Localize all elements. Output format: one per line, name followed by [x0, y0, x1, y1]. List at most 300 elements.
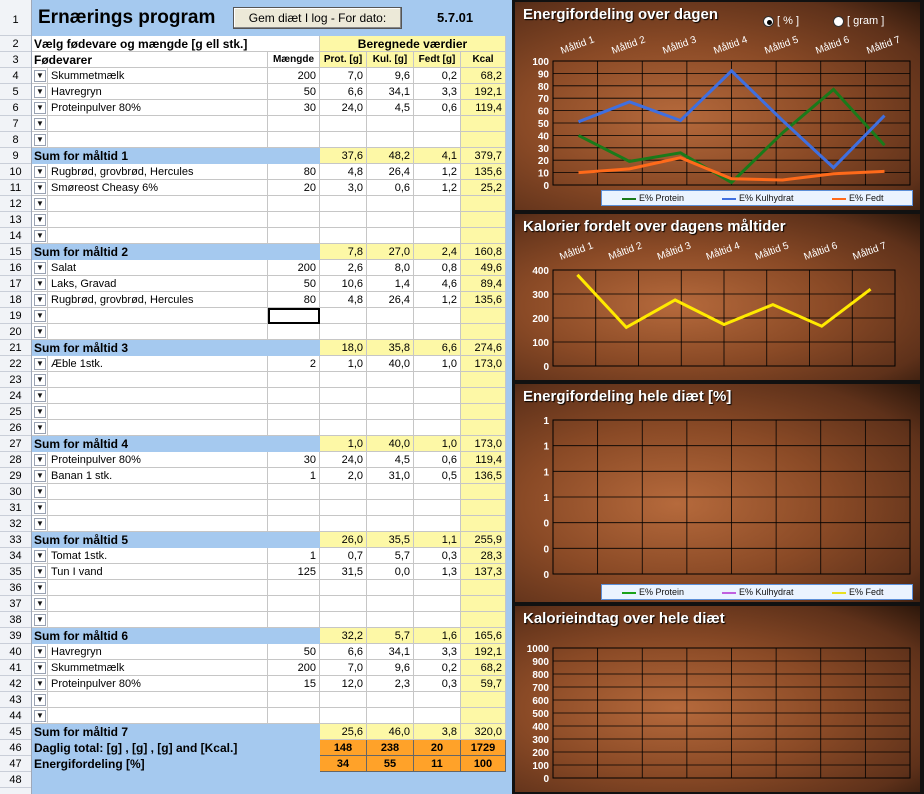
dropdown-arrow-icon[interactable]: ▼ [34, 678, 46, 690]
dropdown-cell[interactable] [32, 516, 48, 532]
dropdown-cell[interactable] [32, 196, 48, 212]
prot-cell: 4,8 [320, 164, 367, 180]
qty-cell[interactable] [268, 580, 320, 596]
dropdown-cell[interactable] [32, 484, 48, 500]
dropdown-cell[interactable] [32, 708, 48, 724]
dropdown-arrow-icon[interactable]: ▼ [34, 134, 46, 146]
dropdown-cell[interactable] [32, 84, 48, 100]
dropdown-arrow-icon[interactable]: ▼ [34, 102, 46, 114]
food-name[interactable]: Havregryn [48, 84, 268, 100]
qty-cell[interactable] [268, 372, 320, 388]
dropdown-arrow-icon[interactable]: ▼ [34, 182, 46, 194]
row-number[interactable]: 45 [0, 724, 31, 740]
row-number[interactable]: 48 [0, 772, 31, 788]
dropdown-cell[interactable] [32, 356, 48, 372]
dropdown-arrow-icon[interactable]: ▼ [34, 710, 46, 722]
dropdown-arrow-icon[interactable]: ▼ [34, 310, 46, 322]
y-tick-label: 40 [537, 131, 549, 143]
y-tick-label: 300 [532, 735, 549, 746]
row-number[interactable]: 19 [0, 308, 31, 324]
dropdown-arrow-icon[interactable]: ▼ [34, 598, 46, 610]
dropdown-arrow-icon[interactable]: ▼ [34, 262, 46, 274]
row-number[interactable]: 27 [0, 436, 31, 452]
sum-kcal: 173,0 [461, 436, 506, 452]
sum-kcal: 274,6 [461, 340, 506, 356]
fedt-cell: 0,2 [414, 660, 461, 676]
dropdown-arrow-icon[interactable]: ▼ [34, 278, 46, 290]
row-number[interactable]: 30 [0, 484, 31, 500]
dropdown-cell[interactable] [32, 116, 48, 132]
food-name[interactable]: Havregryn [48, 644, 268, 660]
row-number[interactable]: 11 [0, 180, 31, 196]
kcal-cell [461, 420, 506, 436]
qty-cell[interactable] [268, 324, 320, 340]
kcal-cell [461, 500, 506, 516]
qty-cell[interactable] [268, 388, 320, 404]
food-name[interactable] [48, 228, 268, 244]
prot-cell: 1,0 [320, 356, 367, 372]
dropdown-cell[interactable] [32, 660, 48, 676]
x-tick-label: Måltid 5 [763, 34, 800, 57]
qty-cell[interactable]: 15 [268, 676, 320, 692]
row-number[interactable]: 41 [0, 660, 31, 676]
food-name[interactable] [48, 324, 268, 340]
dropdown-arrow-icon[interactable]: ▼ [34, 166, 46, 178]
row-number[interactable]: 44 [0, 708, 31, 724]
sum-fedt: 6,6 [414, 340, 461, 356]
food-name[interactable] [48, 196, 268, 212]
y-tick-label: 100 [532, 761, 549, 772]
y-tick-label: 100 [532, 338, 549, 349]
row-number[interactable]: 37 [0, 596, 31, 612]
legend-item-kulhydrat: E% Kulhydrat [722, 585, 794, 599]
dropdown-cell[interactable] [32, 276, 48, 292]
food-row [32, 612, 507, 628]
row-number[interactable]: 26 [0, 420, 31, 436]
dropdown-cell[interactable] [32, 372, 48, 388]
sum-kcal: 160,8 [461, 244, 506, 260]
row-number[interactable]: 2 [0, 36, 31, 52]
food-name[interactable] [48, 708, 268, 724]
food-row [32, 692, 507, 708]
dropdown-cell[interactable] [32, 548, 48, 564]
qty-cell[interactable] [268, 500, 320, 516]
row-number[interactable]: 15 [0, 244, 31, 260]
food-name[interactable] [48, 116, 268, 132]
fedt-cell [414, 404, 461, 420]
row-number[interactable]: 16 [0, 260, 31, 276]
qty-cell[interactable]: 50 [268, 644, 320, 660]
legend [601, 584, 913, 600]
row-number[interactable]: 1 [0, 4, 31, 36]
prot-cell: 24,0 [320, 100, 367, 116]
kcal-cell: 68,2 [461, 660, 506, 676]
food-name[interactable] [48, 516, 268, 532]
food-row [32, 260, 507, 276]
row-number[interactable]: 38 [0, 612, 31, 628]
fedt-cell: 3,3 [414, 84, 461, 100]
dropdown-arrow-icon[interactable]: ▼ [34, 646, 46, 658]
dropdown-arrow-icon[interactable]: ▼ [34, 582, 46, 594]
dropdown-arrow-icon[interactable]: ▼ [34, 550, 46, 562]
kcal-cell [461, 580, 506, 596]
row-number[interactable]: 42 [0, 676, 31, 692]
dropdown-cell[interactable] [32, 500, 48, 516]
save-log-button[interactable]: Gem diæt I log - For dato: [233, 7, 402, 29]
row-number[interactable]: 21 [0, 340, 31, 356]
prot-cell: 6,6 [320, 84, 367, 100]
food-row [32, 596, 507, 612]
qty-cell[interactable]: 125 [268, 564, 320, 580]
food-row [32, 212, 507, 228]
dropdown-cell[interactable] [32, 692, 48, 708]
qty-cell[interactable] [268, 612, 320, 628]
fedt-cell [414, 308, 461, 324]
dropdown-arrow-icon[interactable]: ▼ [34, 566, 46, 578]
row-number[interactable]: 46 [0, 740, 31, 756]
sum-prot: 26,0 [320, 532, 367, 548]
row-number[interactable]: 24 [0, 388, 31, 404]
chart-title: Kalorieindtag over hele diæt [523, 610, 725, 627]
dropdown-arrow-icon[interactable]: ▼ [34, 86, 46, 98]
row-number[interactable]: 39 [0, 628, 31, 644]
food-name[interactable] [48, 580, 268, 596]
fedt-cell [414, 388, 461, 404]
food-table [32, 0, 512, 794]
dropdown-arrow-icon[interactable]: ▼ [34, 454, 46, 466]
food-name[interactable] [48, 212, 268, 228]
qty-cell[interactable] [268, 212, 320, 228]
row-number[interactable]: 28 [0, 452, 31, 468]
total-row [32, 740, 507, 756]
sum-fedt: 1,6 [414, 628, 461, 644]
sum-prot: 25,6 [320, 724, 367, 740]
fedt-cell: 1,0 [414, 356, 461, 372]
legend-item-fedt: E% Fedt [832, 191, 884, 205]
prot-cell [320, 580, 367, 596]
dropdown-cell[interactable] [32, 260, 48, 276]
dropdown-arrow-icon[interactable]: ▼ [34, 694, 46, 706]
row-number[interactable]: 36 [0, 580, 31, 596]
qty-cell[interactable] [268, 596, 320, 612]
dropdown-arrow-icon[interactable]: ▼ [34, 614, 46, 626]
qty-cell[interactable]: 200 [268, 68, 320, 84]
prot-cell [320, 372, 367, 388]
legend [601, 190, 913, 206]
row-number[interactable]: 6 [0, 100, 31, 116]
food-name[interactable]: Tun I vand [48, 564, 268, 580]
dropdown-cell[interactable] [32, 164, 48, 180]
y-tick-label: 10 [537, 168, 549, 180]
fedt-cell [414, 500, 461, 516]
dropdown-arrow-icon[interactable]: ▼ [34, 518, 46, 530]
dropdown-cell[interactable] [32, 68, 48, 84]
qty-cell[interactable]: 80 [268, 164, 320, 180]
food-name[interactable] [48, 372, 268, 388]
food-name[interactable]: Skummetmælk [48, 660, 268, 676]
dropdown-cell[interactable] [32, 180, 48, 196]
qty-cell[interactable]: 2 [268, 356, 320, 372]
x-tick-label: Måltid 3 [655, 240, 693, 263]
row-number[interactable]: 8 [0, 132, 31, 148]
qty-cell[interactable] [268, 420, 320, 436]
sum-fedt: 2,4 [414, 244, 461, 260]
dropdown-cell[interactable] [32, 564, 48, 580]
food-name[interactable] [48, 308, 268, 324]
food-name[interactable]: Proteinpulver 80% [48, 452, 268, 468]
row-number[interactable]: 23 [0, 372, 31, 388]
row-number[interactable]: 3 [0, 52, 31, 68]
y-tick-label: 400 [532, 266, 549, 277]
food-name[interactable]: Banan 1 stk. [48, 468, 268, 484]
radio-pct-label: [ % ] [777, 15, 800, 27]
qty-cell[interactable]: 200 [268, 260, 320, 276]
dropdown-cell[interactable] [32, 612, 48, 628]
kul-cell [367, 404, 414, 420]
sum-prot: 7,8 [320, 244, 367, 260]
sum-row [32, 724, 507, 740]
dropdown-arrow-icon[interactable]: ▼ [34, 358, 46, 370]
dropdown-arrow-icon[interactable]: ▼ [34, 470, 46, 482]
food-name[interactable] [48, 388, 268, 404]
y-tick-label: 30 [537, 143, 549, 155]
qty-cell[interactable] [268, 516, 320, 532]
food-row [32, 276, 507, 292]
food-name[interactable]: Rugbrød, grovbrød, Hercules [48, 292, 268, 308]
col-fedt: Fedt [g] [414, 52, 461, 68]
food-name[interactable] [48, 132, 268, 148]
qty-cell[interactable]: 20 [268, 180, 320, 196]
row-number[interactable]: 32 [0, 516, 31, 532]
row-number[interactable]: 22 [0, 356, 31, 372]
row-number[interactable]: 5 [0, 84, 31, 100]
food-name[interactable] [48, 500, 268, 516]
sum-row [32, 532, 507, 548]
dropdown-arrow-icon[interactable]: ▼ [34, 486, 46, 498]
total-fedt: 20 [414, 740, 461, 756]
dropdown-cell[interactable] [32, 404, 48, 420]
food-row [32, 116, 507, 132]
food-name[interactable] [48, 404, 268, 420]
total-label: Energifordeling [%] [34, 757, 145, 771]
prot-cell [320, 420, 367, 436]
qty-cell[interactable]: 1 [268, 548, 320, 564]
kul-cell [367, 692, 414, 708]
food-name[interactable]: Æble 1stk. [48, 356, 268, 372]
dropdown-cell[interactable] [32, 452, 48, 468]
legend-item-protein: E% Protein [622, 191, 684, 205]
row-number[interactable]: 40 [0, 644, 31, 660]
row-number[interactable]: 31 [0, 500, 31, 516]
row-number[interactable]: 10 [0, 164, 31, 180]
kcal-cell [461, 404, 506, 420]
kul-cell: 0,0 [367, 564, 414, 580]
qty-cell[interactable]: 30 [268, 452, 320, 468]
y-tick-label: 0 [543, 774, 549, 785]
dropdown-arrow-icon[interactable]: ▼ [34, 294, 46, 306]
total-kul: 238 [367, 740, 414, 756]
sum-label: Sum for måltid 4 [34, 437, 129, 451]
food-row [32, 196, 507, 212]
row-number[interactable]: 43 [0, 692, 31, 708]
food-row [32, 132, 507, 148]
dropdown-cell[interactable] [32, 324, 48, 340]
fedt-cell: 0,5 [414, 468, 461, 484]
food-name[interactable]: Skummetmælk [48, 68, 268, 84]
food-name[interactable]: Smøreost Cheasy 6% [48, 180, 268, 196]
chart-svg [515, 384, 920, 602]
legend-item-protein: E% Protein [622, 585, 684, 599]
kul-cell: 9,6 [367, 660, 414, 676]
qty-cell[interactable] [268, 116, 320, 132]
dropdown-arrow-icon[interactable]: ▼ [34, 198, 46, 210]
y-tick-label: 0 [543, 181, 549, 192]
row-number[interactable]: 7 [0, 116, 31, 132]
dropdown-cell[interactable] [32, 132, 48, 148]
chart-svg [515, 214, 920, 380]
row-number[interactable]: 34 [0, 548, 31, 564]
row-number[interactable]: 33 [0, 532, 31, 548]
fedt-cell [414, 116, 461, 132]
qty-cell[interactable] [268, 132, 320, 148]
row-number[interactable]: 14 [0, 228, 31, 244]
kul-cell: 31,0 [367, 468, 414, 484]
x-tick-label: Måltid 4 [712, 34, 749, 57]
dropdown-arrow-icon[interactable]: ▼ [34, 502, 46, 514]
qty-cell[interactable] [268, 228, 320, 244]
calc-label: Beregnede værdier [320, 36, 506, 52]
qty-cell[interactable] [268, 404, 320, 420]
dropdown-cell[interactable] [32, 468, 48, 484]
qty-cell[interactable]: 50 [268, 276, 320, 292]
dropdown-arrow-icon[interactable]: ▼ [34, 70, 46, 82]
food-name[interactable] [48, 420, 268, 436]
dropdown-arrow-icon[interactable]: ▼ [34, 214, 46, 226]
row-number[interactable]: 12 [0, 196, 31, 212]
prot-cell: 4,8 [320, 292, 367, 308]
dropdown-cell[interactable] [32, 676, 48, 692]
kcal-cell: 28,3 [461, 548, 506, 564]
kul-cell: 34,1 [367, 84, 414, 100]
row-number[interactable]: 9 [0, 148, 31, 164]
dropdown-arrow-icon[interactable]: ▼ [34, 326, 46, 338]
y-tick-label: 1 [543, 416, 549, 427]
row-number[interactable]: 35 [0, 564, 31, 580]
food-name[interactable]: Rugbrød, grovbrød, Hercules [48, 164, 268, 180]
dropdown-arrow-icon[interactable]: ▼ [34, 230, 46, 242]
row-number[interactable]: 18 [0, 292, 31, 308]
row-number[interactable]: 4 [0, 68, 31, 84]
y-tick-label: 1 [543, 493, 549, 504]
kcal-cell: 119,4 [461, 100, 506, 116]
food-name[interactable] [48, 692, 268, 708]
dropdown-cell[interactable] [32, 212, 48, 228]
food-name[interactable]: Proteinpulver 80% [48, 100, 268, 116]
kul-cell: 4,5 [367, 100, 414, 116]
kcal-cell [461, 212, 506, 228]
x-tick-label: Måltid 1 [559, 34, 596, 57]
chart-panel [512, 0, 924, 794]
qty-cell[interactable] [268, 692, 320, 708]
dropdown-arrow-icon[interactable]: ▼ [34, 118, 46, 130]
dropdown-cell[interactable] [32, 388, 48, 404]
row-number[interactable]: 29 [0, 468, 31, 484]
sum-kcal: 320,0 [461, 724, 506, 740]
qty-cell[interactable] [268, 196, 320, 212]
dropdown-arrow-icon[interactable]: ▼ [34, 374, 46, 386]
qty-cell[interactable] [268, 484, 320, 500]
prot-cell [320, 116, 367, 132]
food-name[interactable] [48, 596, 268, 612]
kcal-cell: 136,5 [461, 468, 506, 484]
food-name[interactable]: Tomat 1stk. [48, 548, 268, 564]
total-fedt: 11 [414, 756, 461, 772]
food-name[interactable]: Laks, Gravad [48, 276, 268, 292]
qty-cell[interactable]: 200 [268, 660, 320, 676]
dropdown-cell[interactable] [32, 292, 48, 308]
dropdown-cell[interactable] [32, 644, 48, 660]
app-title: Ernærings program [38, 7, 216, 28]
qty-cell[interactable] [268, 308, 320, 324]
y-tick-label: 90 [537, 69, 549, 81]
prot-cell [320, 404, 367, 420]
fedt-cell: 0,6 [414, 452, 461, 468]
row-number[interactable]: 13 [0, 212, 31, 228]
dropdown-cell[interactable] [32, 100, 48, 116]
food-row [32, 308, 507, 324]
qty-cell[interactable]: 1 [268, 468, 320, 484]
prot-cell [320, 388, 367, 404]
qty-cell[interactable]: 50 [268, 84, 320, 100]
kul-cell: 8,0 [367, 260, 414, 276]
y-tick-label: 300 [532, 290, 549, 301]
chart-kcal-meals [515, 214, 920, 380]
dropdown-arrow-icon[interactable]: ▼ [34, 662, 46, 674]
row-number[interactable]: 20 [0, 324, 31, 340]
kul-cell [367, 500, 414, 516]
food-name[interactable] [48, 484, 268, 500]
qty-cell[interactable]: 80 [268, 292, 320, 308]
y-tick-label: 600 [532, 696, 549, 707]
dropdown-cell[interactable] [32, 580, 48, 596]
dropdown-arrow-icon[interactable]: ▼ [34, 422, 46, 434]
dropdown-arrow-icon[interactable]: ▼ [34, 406, 46, 418]
food-name[interactable] [48, 612, 268, 628]
col-qty: Mængde [268, 52, 320, 68]
food-name[interactable]: Salat [48, 260, 268, 276]
row-number[interactable]: 25 [0, 404, 31, 420]
food-row [32, 660, 507, 676]
dropdown-arrow-icon[interactable]: ▼ [34, 390, 46, 402]
chart-svg [515, 2, 920, 210]
prot-cell: 3,0 [320, 180, 367, 196]
fedt-cell [414, 484, 461, 500]
chart-title: Energifordeling over dagen [523, 6, 719, 23]
food-name[interactable]: Proteinpulver 80% [48, 676, 268, 692]
row-number[interactable]: 47 [0, 756, 31, 772]
qty-cell[interactable]: 30 [268, 100, 320, 116]
qty-cell[interactable] [268, 708, 320, 724]
dropdown-cell[interactable] [32, 420, 48, 436]
kcal-cell: 192,1 [461, 84, 506, 100]
dropdown-cell[interactable] [32, 596, 48, 612]
dropdown-cell[interactable] [32, 308, 48, 324]
food-row [32, 100, 507, 116]
row-number[interactable]: 17 [0, 276, 31, 292]
x-tick-label: Måltid 7 [865, 34, 902, 57]
chart-kcal-total [515, 606, 920, 792]
dropdown-cell[interactable] [32, 228, 48, 244]
